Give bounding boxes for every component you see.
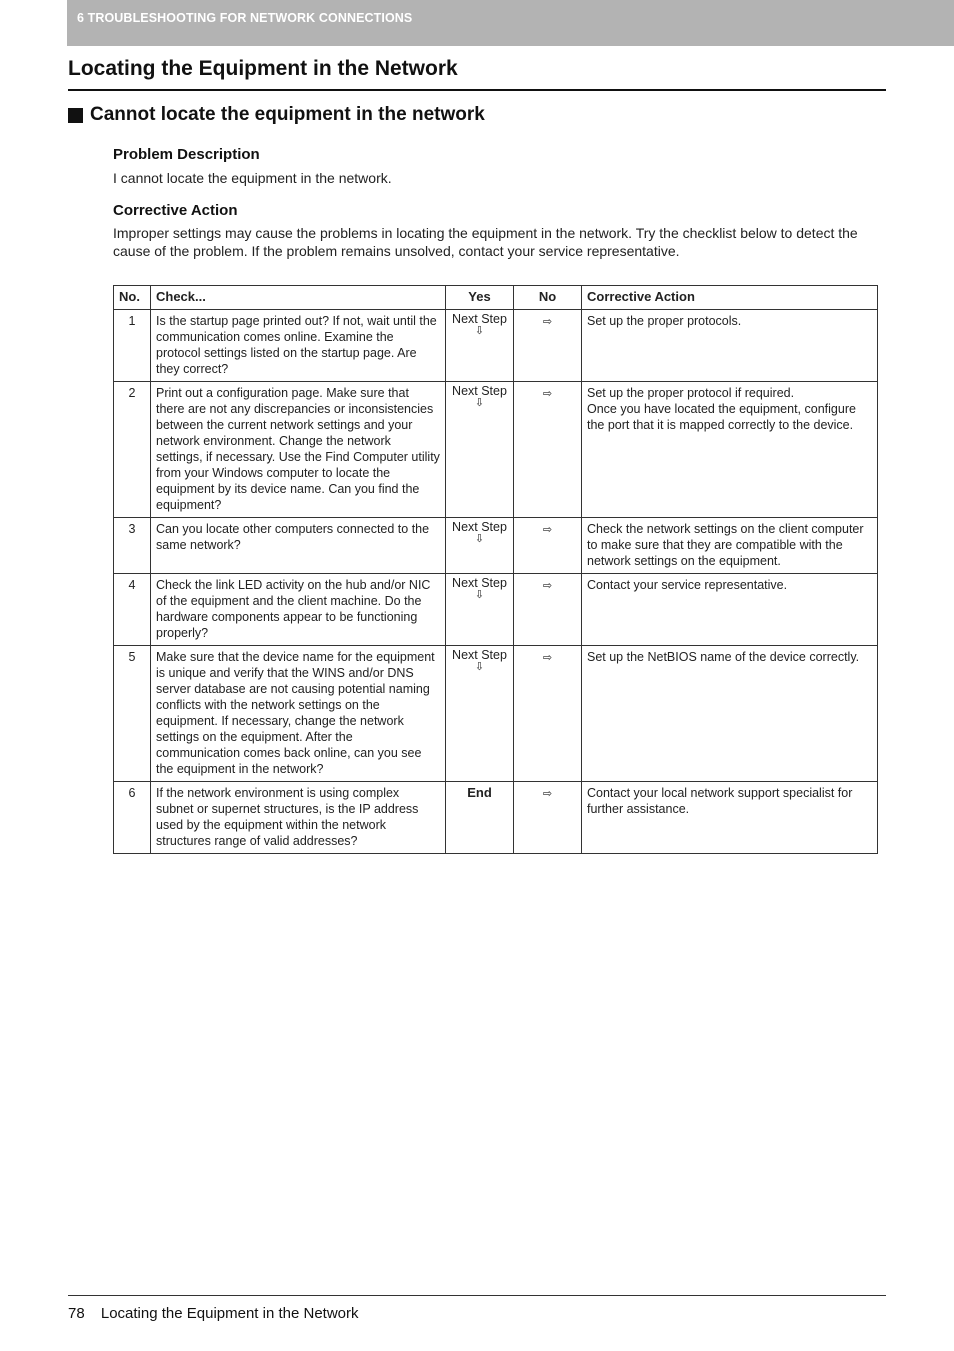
row-number: 3 <box>114 518 151 574</box>
row-number: 5 <box>114 646 151 782</box>
corrective-action-cell: Contact your service representative. <box>582 574 878 646</box>
page-footer <box>68 1305 359 1322</box>
check-cell: Is the startup page printed out? If not, wait until the communication comes online. Examine the protocol settings listed on the startup page. Are they correct? <box>151 310 446 382</box>
down-arrow-icon: ⇩ <box>474 325 485 337</box>
right-arrow-icon: ⇨ <box>542 316 553 328</box>
right-arrow-icon: ⇨ <box>542 524 553 536</box>
corrective-action-cell: Contact your local network support specialist for further assistance. <box>582 782 878 854</box>
right-arrow-icon: ⇨ <box>542 788 553 800</box>
right-arrow-icon: ⇨ <box>542 652 553 664</box>
check-cell: Check the link LED activity on the hub and/or NIC of the equipment and the client machine. Do the hardware components appear to be functioning properly? <box>151 574 446 646</box>
table-row <box>114 574 878 646</box>
no-cell <box>514 518 582 574</box>
page-number: 78 <box>68 1305 85 1322</box>
chapter-header-text: 6 TROUBLESHOOTING FOR NETWORK CONNECTIONS <box>77 11 413 25</box>
black-square-icon <box>68 108 83 123</box>
table-row <box>114 646 878 782</box>
table-row <box>114 310 878 382</box>
corrective-text: Improper settings may cause the problems in locating the equipment in the network. Try the checklist below to detect the cause of the problem. If the problem remains unsolved, contact your service representative. <box>113 225 858 259</box>
next-step-label: Next Step <box>452 520 507 534</box>
check-cell: Can you locate other computers connected to the same network? <box>151 518 446 574</box>
corrective-heading: Corrective Action <box>113 202 238 219</box>
down-arrow-icon: ⇩ <box>474 589 485 601</box>
checklist-table <box>113 285 878 854</box>
right-arrow-icon: ⇨ <box>542 388 553 400</box>
row-number: 6 <box>114 782 151 854</box>
table-body <box>114 310 878 854</box>
check-cell: Print out a configuration page. Make sure that there are not any discrepancies or inconsistencies between the current network settings and your network environment. Change the network settings, if necessary. Use the Find Computer utility from your Windows computer to locate the equipment by its device name. Can you find the equipment? <box>151 382 446 518</box>
yes-cell <box>446 518 514 574</box>
no-cell <box>514 574 582 646</box>
down-arrow-icon: ⇩ <box>474 533 485 545</box>
row-number: 1 <box>114 310 151 382</box>
no-cell <box>514 646 582 782</box>
table-row <box>114 782 878 854</box>
footer-divider <box>68 1295 886 1296</box>
down-arrow-icon: ⇩ <box>474 661 485 673</box>
page-title: Locating the Equipment in the Network <box>68 57 458 80</box>
next-step-label: Next Step <box>452 312 507 326</box>
no-cell <box>514 310 582 382</box>
column-header-corrective-action: Corrective Action <box>582 286 878 310</box>
table-row <box>114 518 878 574</box>
no-cell <box>514 782 582 854</box>
next-step-label: Next Step <box>452 576 507 590</box>
right-arrow-icon: ⇨ <box>542 580 553 592</box>
column-header-check: Check... <box>151 286 446 310</box>
row-number: 4 <box>114 574 151 646</box>
column-header-yes: Yes <box>446 286 514 310</box>
section-heading-text: Cannot locate the equipment in the network <box>90 104 485 125</box>
corrective-action-cell: Set up the proper protocols. <box>582 310 878 382</box>
yes-cell <box>446 574 514 646</box>
yes-cell <box>446 646 514 782</box>
problem-heading: Problem Description <box>113 146 260 163</box>
check-cell: Make sure that the device name for the equipment is unique and verify that the WINS and/or DNS server database are not causing potential naming conflicts with the network settings on the equipment. If necessary, change the network settings on the equipment. After the communication comes back online, can you see the equipment in the network? <box>151 646 446 782</box>
corrective-action-cell: Check the network settings on the client computer to make sure that they are compatible with the network settings on the equipment. <box>582 518 878 574</box>
title-divider <box>68 89 886 91</box>
table-header-row <box>114 286 878 310</box>
section-heading <box>68 104 485 126</box>
footer-title: Locating the Equipment in the Network <box>100 1305 359 1322</box>
problem-text: I cannot locate the equipment in the network. <box>113 170 392 186</box>
next-step-label: Next Step <box>452 384 507 398</box>
yes-cell <box>446 782 514 854</box>
column-header-no-answer: No <box>514 286 582 310</box>
table-row <box>114 382 878 518</box>
down-arrow-icon: ⇩ <box>474 397 485 409</box>
end-label: End <box>467 785 492 800</box>
corrective-action-cell: Set up the NetBIOS name of the device correctly. <box>582 646 878 782</box>
next-step-label: Next Step <box>452 648 507 662</box>
row-number: 2 <box>114 382 151 518</box>
yes-cell <box>446 382 514 518</box>
chapter-header-bar <box>67 0 954 46</box>
corrective-action-cell: Set up the proper protocol if required. Once you have located the equipment, configure the port that it is mapped correctly to the device. <box>582 382 878 518</box>
no-cell <box>514 382 582 518</box>
check-cell: If the network environment is using complex subnet or supernet structures, is the IP address used by the equipment within the network structures range of valid addresses? <box>151 782 446 854</box>
column-header-no: No. <box>114 286 151 310</box>
yes-cell <box>446 310 514 382</box>
